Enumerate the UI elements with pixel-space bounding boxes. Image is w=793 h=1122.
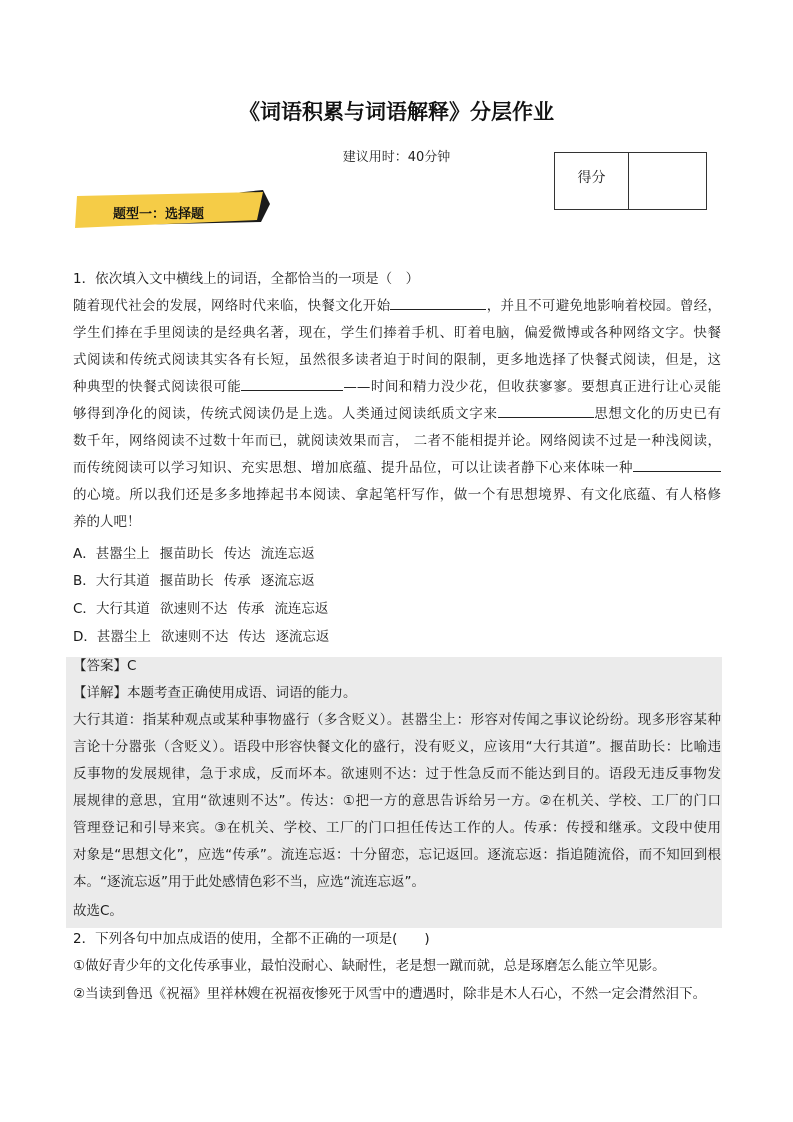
explanation-line-5: 管理登记和引导来宾。③在机关、学校、工厂的门口担任传达工作的人。传承：传授和继承。文段中使用 xyxy=(73,820,721,836)
score-label: 得分 xyxy=(555,153,629,209)
q1-stem: 1．依次填入文中横线上的词语，全都恰当的一项是（ ） xyxy=(73,271,420,287)
q1-line-1: 随着现代社会的发展，网络时代来临，快餐文化开始 ，并且不可避免地影响着校园。曾经， xyxy=(73,293,721,320)
q1-line-5: 够得到净化的阅读，传统式阅读仍是上选。人类通过阅读纸质文字来 思想文化的历史已有 xyxy=(73,401,721,428)
q1-line-9: 养的人吧！ xyxy=(73,514,141,530)
explanation-line-6: 对象是“思想文化”，应选“传承”。流连忘返：十分留恋，忘记返回。逐流忘返：指追随流俗，而不知回到根 xyxy=(73,847,721,863)
suggested-time: 建议用时：40分钟 xyxy=(342,150,451,165)
option-b[interactable]: B．大行其道 揠苗助长 传承 逐流忘返 xyxy=(73,573,315,589)
q1-line-7: 而传统阅读可以学习知识、充实思想、增加底蕴、提升品位，可以让读者静下心来体味一种 xyxy=(73,455,721,482)
q2-sentence-1: ①做好青少年的文化传承事业，最怕没耐心、缺耐性，老是想一蹴而就，总是琢磨怎么能立竿见影。 xyxy=(73,958,666,974)
q1-line-8: 的心境。所以我们还是多多地捧起书本阅读、拿起笔杆写作，做一个有思想境界、有文化底蕴、有人格修 xyxy=(73,487,721,503)
explanation-line-2: 言论十分嚣张（含贬义）。语段中形容快餐文化的盛行，没有贬义，应该用“大行其道”。揠苗助长：比喻违 xyxy=(73,739,721,755)
q1-line-6: 数千年，网络阅读不过数十年而已，就阅读效果而言， 二者不能相提并论。网络阅读不过是一种浅阅读， xyxy=(73,433,721,449)
option-d[interactable]: D．甚嚣尘上 欲速则不达 传达 逐流忘返 xyxy=(73,629,330,645)
explanation-line-7: 本。“逐流忘返”用于此处感情色彩不当，应选“流连忘返”。 xyxy=(73,874,425,890)
explanation-line-3: 反事物的发展规律，急于求成，反而坏本。欲速则不达：过于性急反而不能达到目的。语段无违反事物发 xyxy=(73,766,721,782)
section-banner xyxy=(73,182,273,238)
q1-line-2: 学生们捧在手里阅读的是经典名著，现在，学生们捧着手机、盯着电脑，偏爱微博或各种网络文字。快餐 xyxy=(73,325,721,341)
q1-line-4: 种典型的快餐式阅读很可能 ——时间和精力没少花，但收获寥寥。要想真正进行让心灵能 xyxy=(73,374,721,401)
score-box xyxy=(554,152,707,210)
option-a[interactable]: A．甚嚣尘上 揠苗助长 传达 流连忘返 xyxy=(73,546,315,562)
page-title: 《词语积累与词语解释》分层作业 xyxy=(239,99,554,124)
explanation-line-1: 大行其道：指某种观点或某种事物盛行（多含贬义）。甚嚣尘上：形容对传闻之事议论纷纷。现多形容某种 xyxy=(73,712,721,728)
q2-stem: 2．下列各句中加点成语的使用，全都不正确的一项是( ) xyxy=(73,931,430,947)
blank-4[interactable] xyxy=(633,457,721,472)
q1-conclusion: 故选C。 xyxy=(73,903,123,919)
blank-1[interactable] xyxy=(390,295,486,310)
q1-line-3: 式阅读和传统式阅读其实各有长短，虽然很多读者迫于时间的限制，更多地选择了快餐式阅读，但是，这 xyxy=(73,352,721,368)
score-value-cell[interactable] xyxy=(629,153,706,209)
q1-answer: 【答案】C xyxy=(73,658,137,674)
option-c[interactable]: C．大行其道 欲速则不达 传承 流连忘返 xyxy=(73,601,329,617)
blank-3[interactable] xyxy=(498,403,594,418)
section-label: 题型一：选择题 xyxy=(113,207,205,222)
q1-detail-heading: 【详解】本题考查正确使用成语、词语的能力。 xyxy=(73,685,357,701)
blank-2[interactable] xyxy=(241,376,343,391)
q2-sentence-2: ②当读到鲁迅《祝福》里祥林嫂在祝福夜惨死于风雪中的遭遇时，除非是木人石心，不然一定会潸然泪下。 xyxy=(73,986,707,1002)
explanation-line-4: 展规律的意思，宜用“欲速则不达”。传达：①把一方的意思告诉给另一方。②在机关、学校、工厂的门口 xyxy=(73,793,721,809)
